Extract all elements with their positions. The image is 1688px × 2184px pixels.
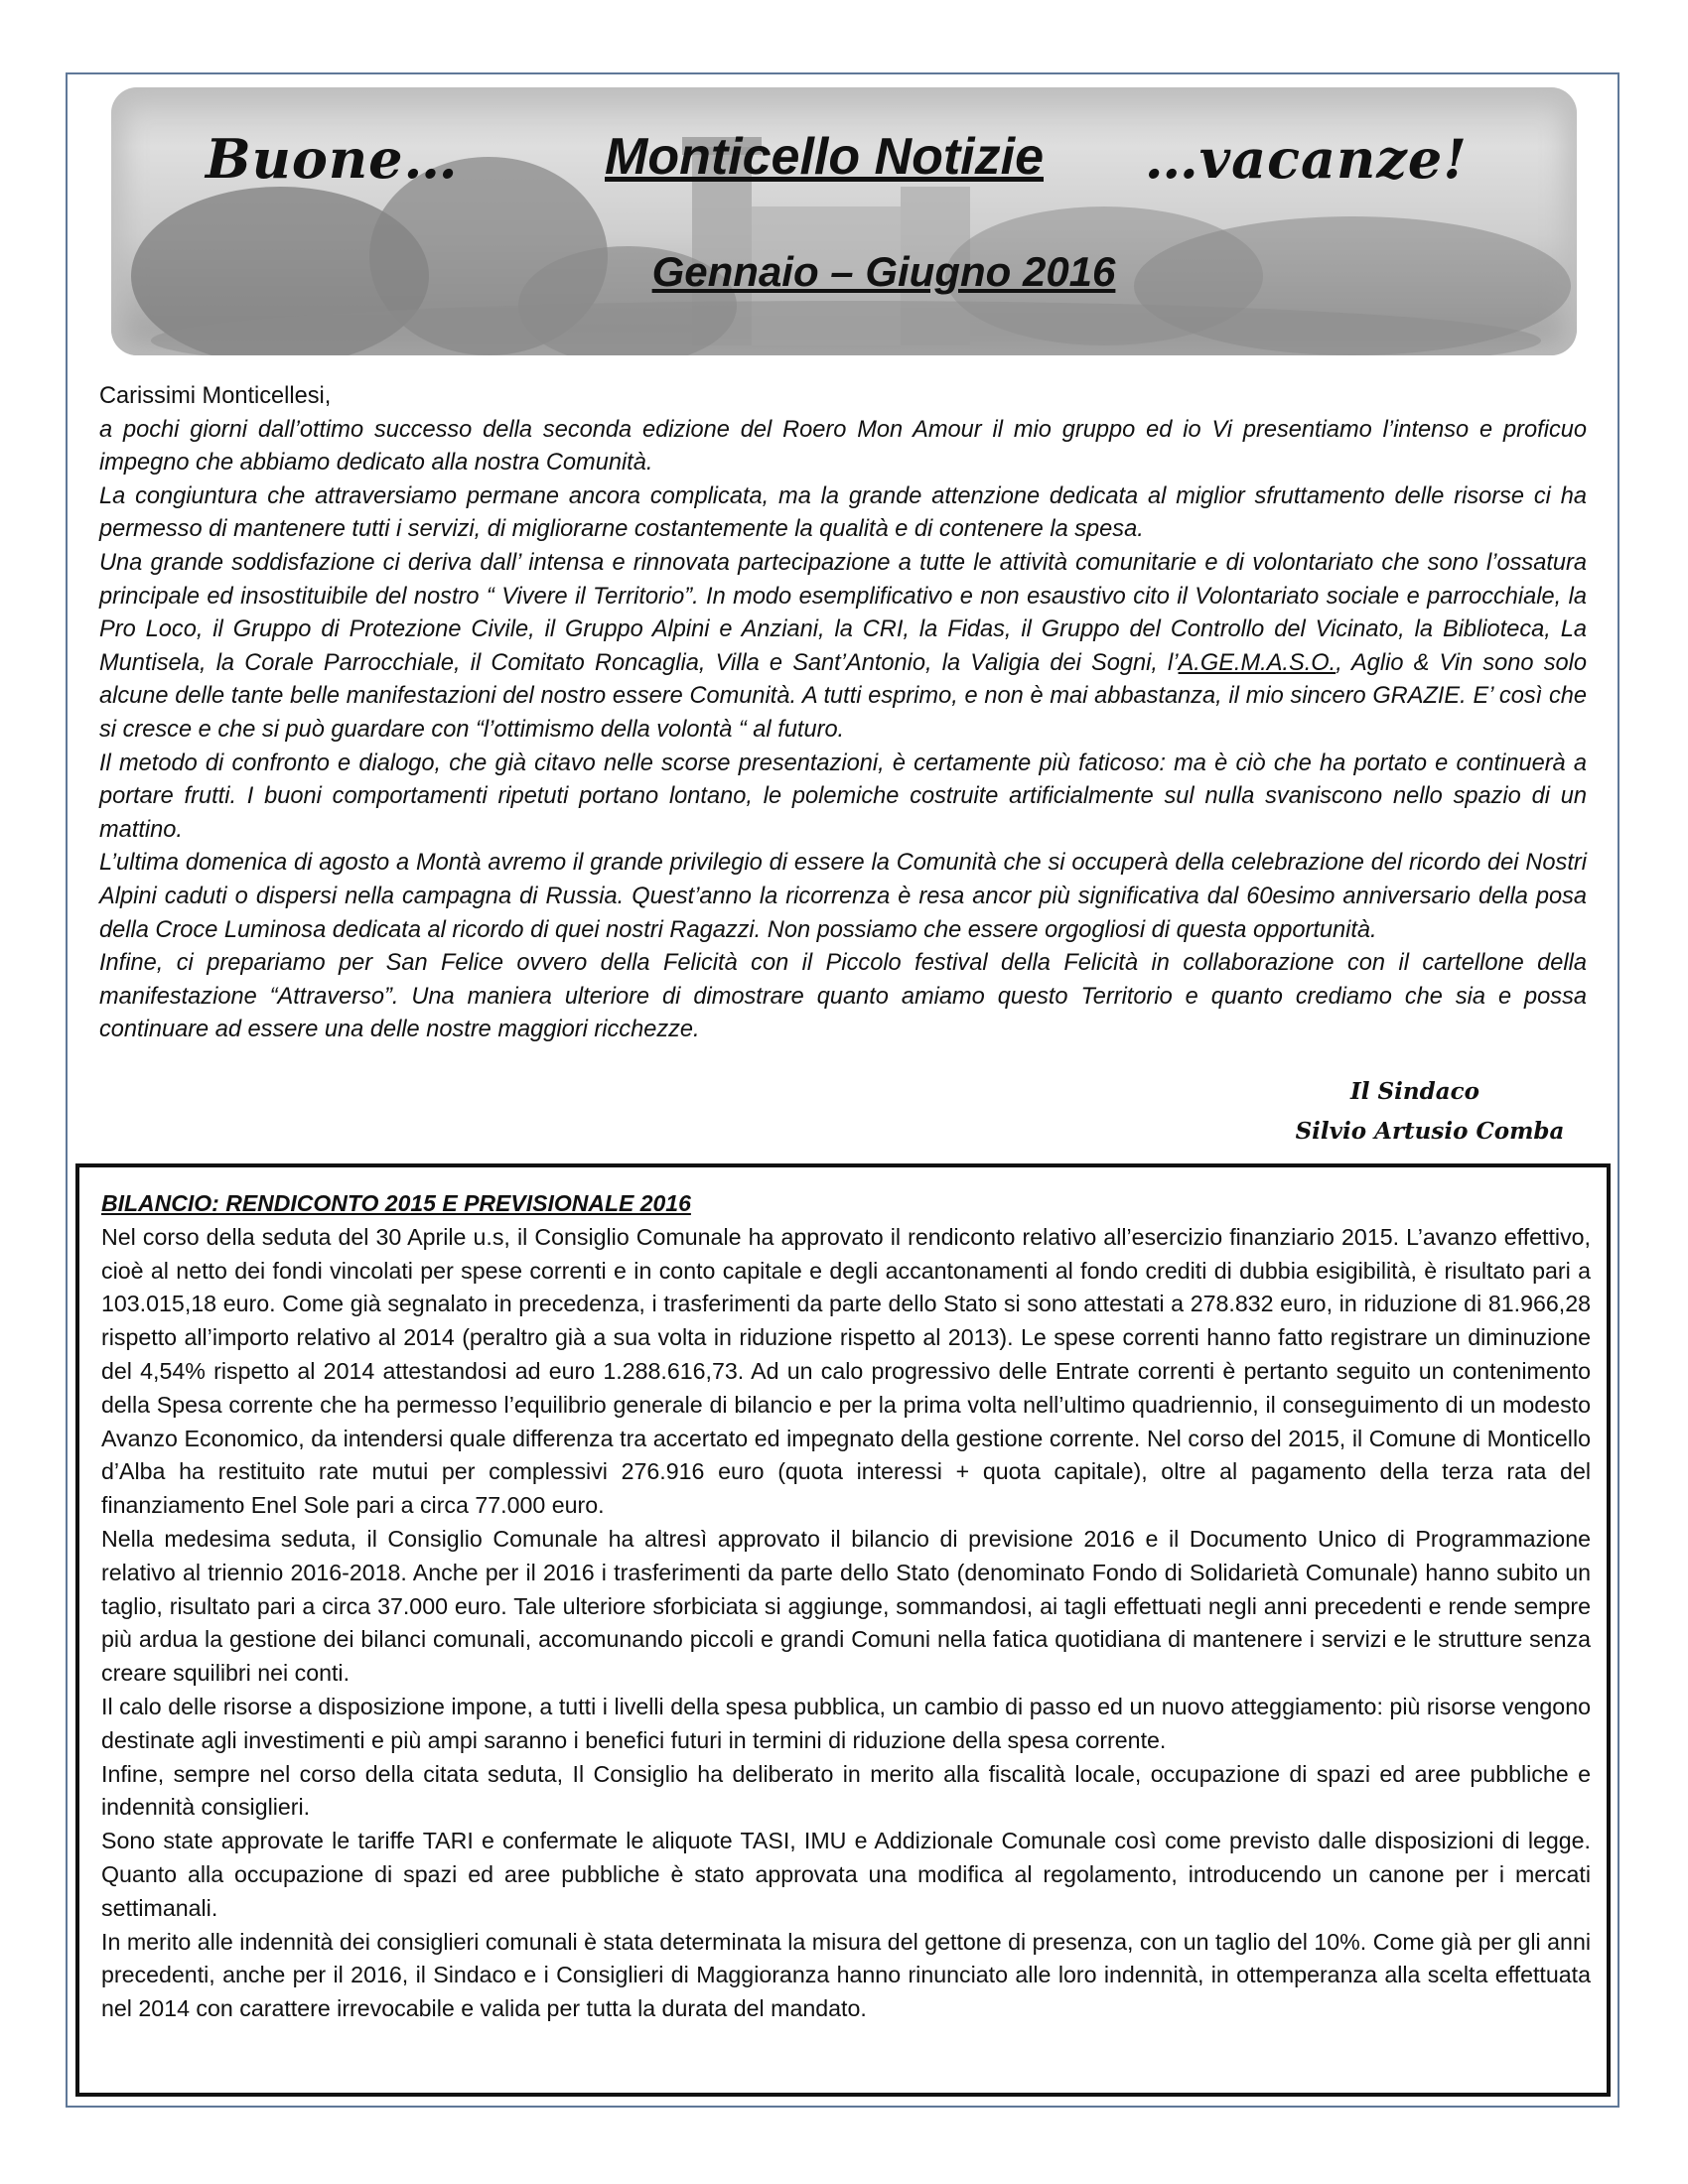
budget-section bbox=[75, 1163, 1611, 2097]
letter-paragraph: La congiuntura che attraversiamo permane ancora complicata, ma la grande attenzione dedicata al miglior sfruttamento delle risorse ci ha permesso di mantenere tutti i servizi, di migliorarne costantemente la qualità e di contenere la spesa. bbox=[99, 482, 1587, 543]
budget-paragraph: Nella medesima seduta, il Consiglio Comunale ha altresì approvato il bilancio di previsione 2016 e il Documento Unico di Programmazione relativo al triennio 2016-2018. Anche per il 2016 i trasferimenti da parte dello Stato (denominato Fondo di Solidarietà Comunale) hanno subito un taglio, risultato pari a circa 37.000 euro. Tale ulteriore sforbiciata si aggiunge, sommandosi, ai tagli effettuati negli anni precedenti e rende sempre più ardua la gestione dei bilanci comunali, accomunando piccoli e grandi Comuni nella fatica quotidiana di mantenere i servizi e le strutture senza creare squilibri nei conti. bbox=[101, 1525, 1591, 1687]
agemaso-link[interactable]: A.GE.M.A.S.O. bbox=[1178, 649, 1336, 676]
issue-period: Gennaio – Giugno 2016 bbox=[651, 248, 1116, 295]
budget-paragraph: Nel corso della seduta del 30 Aprile u.s, il Consiglio Comunale ha approvato il rendiconto relativo all’esercizio finanziario 2015. L’avanzo effettivo, cioè al netto dei fondi vincolati per spese correnti e in conto capitale e degli accantonamenti al fondo crediti di dubbia esigibilità, è risultato pari a 103.015,18 euro. Come già segnalato in precedenza, i trasferimenti da parte dello Stato si sono attestati a 278.832 euro, in riduzione di 81.966,28 rispetto all’importo relativo al 2014 (peraltro già a sua volta in riduzione rispetto al 2013). Le spese correnti hanno fatto registrare un diminuzione del 4,54% rispetto al 2014 attestandosi ad euro 1.288.616,73. Ad un calo progressivo delle Entrate correnti è pertanto seguito un contenimento della Spesa corrente che ha permesso l’equilibrio generale di bilancio e per la prima volta nell’ultimo quadriennio, il conseguimento di un modesto Avanzo Economico, da intendersi quale differenza tra accertato ed impegnato della gestione corrente. Nel corso del 2015, il Comune di Monticello d’Alba ha restituito rate mutui per complessivi 276.916 euro (quota interessi + quota capitale), oltre al pagamento della terza rata del finanziamento Enel Sole pari a circa 77.000 euro. bbox=[101, 1223, 1591, 1519]
letter-paragraph: Infine, ci prepariamo per San Felice ovvero della Felicità con il Piccolo festival della Felicità in collaborazione con il cartellone della manifestazione “Attraverso”. Una maniera ulteriore di dimostrare quanto amiamo questo Territorio e quanto crediamo che sia e possa continuare ad essere una delle nostre maggiori ricchezze. bbox=[99, 950, 1587, 1043]
mayor-signature bbox=[1291, 1072, 1569, 1152]
letter-paragraph: L’ultima domenica di agosto a Montà avremo il grande privilegio di essere la Comunità che si occuperà della celebrazione del ricordo dei Nostri Alpini caduti o dispersi nella campagna di Russia. Quest’anno la ricorrenza è resa ancor più significativa dal 60esimo anniversario della posa della Croce Luminosa dedicata al ricordo di quei nostri Ragazzi. Non possiamo che essere orgogliosi di questa opportunità. bbox=[99, 850, 1587, 943]
letter-paragraph: a pochi giorni dall’ottimo successo della seconda edizione del Roero Mon Amour il mio gruppo ed io Vi presentiamo l’intenso e proficuo impegno che abbiamo dedicato alla nostra Comunità. bbox=[99, 416, 1587, 477]
mayor-letter bbox=[99, 380, 1587, 1047]
banner-right-text: …vacanze! bbox=[1144, 127, 1468, 191]
budget-paragraph: In merito alle indennità dei consiglieri comunali è stata determinata la misura del gettone di presenza, con un taglio del 10%. Come già per gli anni precedenti, anche per il 2016, il Sindaco e i Consiglieri di Maggioranza hanno rinunciato alle loro indennità, in ottemperanza alla scelta effettuata nel 2014 con carattere irrevocabile e valida per tutta la durata del mandato. bbox=[101, 1928, 1591, 2022]
banner-left-text: Buone… bbox=[206, 127, 459, 191]
letter-text: Una grande soddisfazione ci deriva dall’ intensa e rinnovata partecipazione a tutte le attività comunitarie e di volontariato che sono l’ossatura principale ed insostituibile del nostro “ Vivere il Territorio”. In modo esemplificativo e non esaustivo cito il Volontariato sociale e parrocchiale, la Pro Loco, il Gruppo di Protezione Civile, il Gruppo Alpini e Anziani, la CRI, la Fidas, il Gruppo del Controllo del Vicinato, la Biblioteca, La Muntisela, la Corale Parrocchiale, il Comitato Roncaglia, Villa e Sant’Antonio, la Valigia dei Sogni, l’ bbox=[99, 549, 1587, 676]
budget-paragraph: Infine, sempre nel corso della citata seduta, Il Consiglio ha deliberato in merito alla fiscalità locale, occupazione di spazi ed aree pubbliche e indennità consiglieri. bbox=[101, 1760, 1591, 1821]
budget-paragraph: Sono state approvate le tariffe TARI e confermate le aliquote TASI, IMU e Addizionale Comunale così come previsto dalle disposizioni di legge. Quanto alla occupazione di spazi ed aree pubbliche è stato approvata una modifica al regolamento, introducendo un canone per i mercati settimanali. bbox=[101, 1828, 1591, 1921]
letter-paragraph: Il metodo di confronto e dialogo, che già citavo nelle scorse presentazioni, è certamente più faticoso: ma è ciò che ha portato e continuerà a portare frutti. I buoni comportamenti ripetuti portano lontano, le polemiche costruite artificialmente sul nulla svaniscono nello spazio di un mattino. bbox=[99, 750, 1587, 843]
signature-role: Il Sindaco bbox=[1350, 1078, 1479, 1105]
budget-title: BILANCIO: RENDICONTO 2015 E PREVISIONALE 2016 bbox=[101, 1190, 691, 1216]
letter-text: , Aglio & Vin sono solo alcune delle tante belle manifestazioni del nostro essere Comunità. A tutti esprimo, e non è mai abbastanza, il mio sincero GRAZIE. E’ così che si cresce e che si può guardare con “l’ottimismo della volontà “ al futuro. bbox=[99, 649, 1587, 743]
signature-name: Silvio Artusio Comba bbox=[1295, 1118, 1565, 1145]
letter-paragraph bbox=[99, 547, 1587, 748]
newsletter-title: Monticello Notizie bbox=[605, 128, 1044, 186]
letter-greeting: Carissimi Monticellesi, bbox=[99, 383, 332, 409]
budget-paragraph: Il calo delle risorse a disposizione impone, a tutti i livelli della spesa pubblica, un cambio di passo ed un nuovo atteggiamento: più risorse vengono destinate agli investimenti e più ampi saranno i benefici futuri in termini di riduzione della spesa corrente. bbox=[101, 1693, 1591, 1753]
header-banner bbox=[111, 87, 1577, 355]
